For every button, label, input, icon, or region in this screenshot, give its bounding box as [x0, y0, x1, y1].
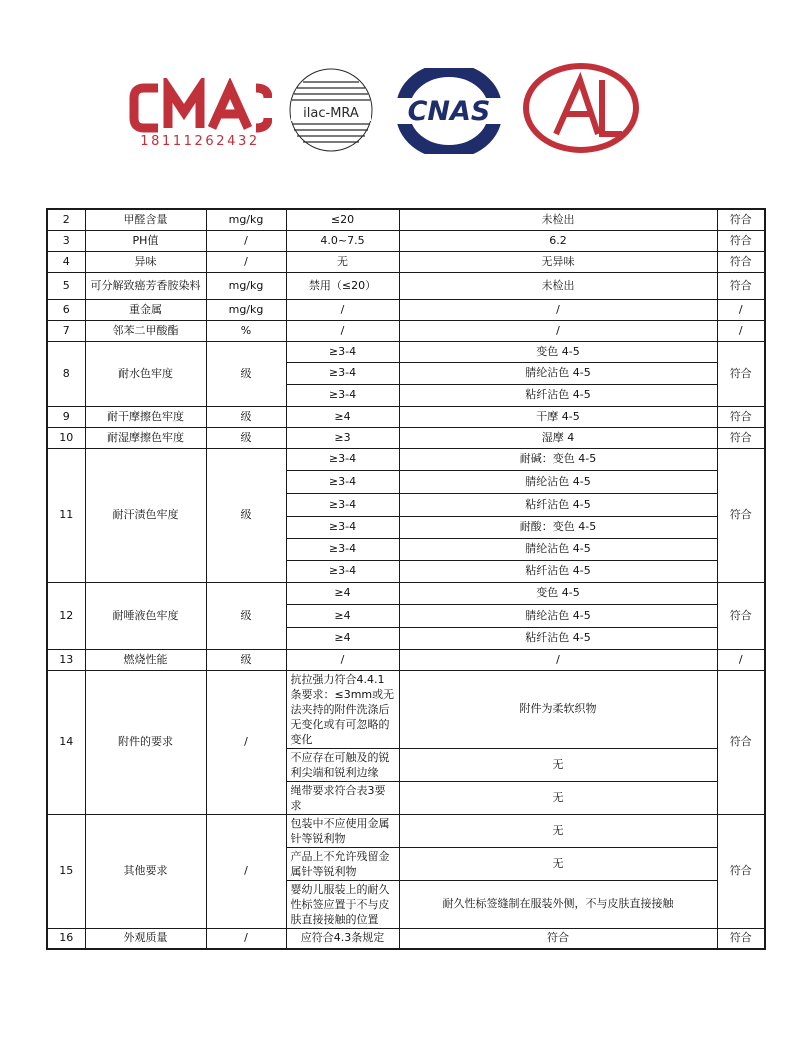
requirement: 婴幼儿服装上的耐久性标签应置于不与皮肤直接接触的位置 [286, 880, 399, 928]
table-row [47, 251, 765, 272]
test-result: 未检出 [399, 209, 717, 230]
table-row [47, 299, 765, 320]
table-body [47, 209, 765, 949]
requirement: ≥3-4 [286, 448, 399, 470]
requirement: ≥3-4 [286, 362, 399, 384]
requirement: 不应存在可触及的锐利尖端和锐利边缘 [286, 748, 399, 781]
requirement: 无 [286, 251, 399, 272]
test-item: 耐汗渍色牢度 [85, 448, 206, 582]
test-result: 无异味 [399, 251, 717, 272]
table-row [47, 814, 765, 847]
table-row [47, 928, 765, 949]
test-result: 变色 4-5 [399, 341, 717, 362]
verdict: / [717, 649, 765, 670]
verdict: 符合 [717, 928, 765, 949]
test-item: 耐湿摩擦色牢度 [85, 427, 206, 448]
requirement: / [286, 649, 399, 670]
test-result: 无 [399, 748, 717, 781]
verdict: 符合 [717, 209, 765, 230]
requirement: ≥3-4 [286, 384, 399, 406]
test-result: 腈纶沾色 4-5 [399, 470, 717, 493]
requirement: ≥4 [286, 406, 399, 427]
ilac-mra-logo [287, 66, 375, 154]
test-item: 邻苯二甲酸酯 [85, 320, 206, 341]
test-result: 耐酸：变色 4-5 [399, 516, 717, 538]
table-row [47, 427, 765, 448]
test-result: / [399, 320, 717, 341]
cnas-logo [389, 68, 509, 154]
test-result: 耐碱：变色 4-5 [399, 448, 717, 470]
unit: 级 [206, 649, 286, 670]
test-result: 无 [399, 847, 717, 880]
row-number: 2 [47, 209, 85, 230]
test-item: 其他要求 [85, 814, 206, 928]
test-result: 粘纤沾色 4-5 [399, 627, 717, 649]
verdict: 符合 [717, 670, 765, 814]
test-item: 燃烧性能 [85, 649, 206, 670]
requirement: ≥3-4 [286, 470, 399, 493]
cal-logo [522, 62, 640, 154]
unit: 级 [206, 341, 286, 406]
table-row [47, 406, 765, 427]
table-row [47, 209, 765, 230]
verdict: / [717, 299, 765, 320]
table-row [47, 341, 765, 362]
cma-number: 18111262432 [140, 134, 260, 149]
requirement: 包装中不应使用金属针等锐利物 [286, 814, 399, 847]
row-number: 14 [47, 670, 85, 814]
requirement: / [286, 299, 399, 320]
row-number: 12 [47, 582, 85, 649]
test-result: 无 [399, 781, 717, 814]
requirement: ≤20 [286, 209, 399, 230]
unit: 级 [206, 406, 286, 427]
table-row [47, 649, 765, 670]
requirement: ≥4 [286, 627, 399, 649]
test-result: 变色 4-5 [399, 582, 717, 604]
test-item: 耐水色牢度 [85, 341, 206, 406]
row-number: 8 [47, 341, 85, 406]
test-result: 腈纶沾色 4-5 [399, 538, 717, 560]
test-result: 6.2 [399, 230, 717, 251]
test-item: 可分解致癌芳香胺染料 [85, 272, 206, 299]
requirement: ≥3-4 [286, 538, 399, 560]
table-row [47, 320, 765, 341]
test-result: 符合 [399, 928, 717, 949]
requirement: 禁用（≤20） [286, 272, 399, 299]
unit: 级 [206, 582, 286, 649]
table-row [47, 230, 765, 251]
unit: / [206, 928, 286, 949]
requirement: ≥4 [286, 604, 399, 627]
verdict: 符合 [717, 406, 765, 427]
verdict: 符合 [717, 448, 765, 582]
verdict: / [717, 320, 765, 341]
test-result: 附件为柔软织物 [399, 670, 717, 748]
row-number: 6 [47, 299, 85, 320]
requirement: ≥3-4 [286, 560, 399, 582]
row-number: 9 [47, 406, 85, 427]
unit: mg/kg [206, 272, 286, 299]
test-result: 未检出 [399, 272, 717, 299]
requirement: 绳带要求符合表3要求 [286, 781, 399, 814]
cnas-text: CNAS [407, 96, 491, 127]
certification-logos [0, 0, 790, 200]
requirement: 4.0~7.5 [286, 230, 399, 251]
verdict: 符合 [717, 230, 765, 251]
test-item: 耐干摩擦色牢度 [85, 406, 206, 427]
row-number: 3 [47, 230, 85, 251]
unit: / [206, 230, 286, 251]
test-result: 粘纤沾色 4-5 [399, 384, 717, 406]
requirement: ≥3-4 [286, 341, 399, 362]
row-number: 5 [47, 272, 85, 299]
table-row [47, 272, 765, 299]
verdict: 符合 [717, 582, 765, 649]
verdict: 符合 [717, 814, 765, 928]
requirement: 应符合4.3条规定 [286, 928, 399, 949]
requirement: ≥4 [286, 582, 399, 604]
unit: / [206, 670, 286, 814]
unit: % [206, 320, 286, 341]
test-result: 腈纶沾色 4-5 [399, 604, 717, 627]
requirement: ≥3-4 [286, 516, 399, 538]
test-result: 粘纤沾色 4-5 [399, 560, 717, 582]
ilac-text: ilac-MRA [303, 106, 359, 121]
verdict: 符合 [717, 251, 765, 272]
test-item: 耐唾液色牢度 [85, 582, 206, 649]
test-result: 粘纤沾色 4-5 [399, 493, 717, 516]
test-item: 异味 [85, 251, 206, 272]
requirement: 抗拉强力符合4.4.1条要求：≤3mm或无法夹持的附件洗涤后无变化或有可忽略的变化 [286, 670, 399, 748]
row-number: 16 [47, 928, 85, 949]
row-number: 7 [47, 320, 85, 341]
test-result: 无 [399, 814, 717, 847]
unit: mg/kg [206, 209, 286, 230]
test-item: 重金属 [85, 299, 206, 320]
unit: mg/kg [206, 299, 286, 320]
row-number: 4 [47, 251, 85, 272]
table-row [47, 582, 765, 604]
table-row [47, 448, 765, 470]
unit: 级 [206, 448, 286, 582]
unit: 级 [206, 427, 286, 448]
row-number: 11 [47, 448, 85, 582]
verdict: 符合 [717, 427, 765, 448]
verdict: 符合 [717, 272, 765, 299]
row-number: 13 [47, 649, 85, 670]
test-result: / [399, 649, 717, 670]
test-results-table [46, 208, 766, 950]
requirement: 产品上不允许残留金属针等锐利物 [286, 847, 399, 880]
test-result: 干摩 4-5 [399, 406, 717, 427]
test-result: 湿摩 4 [399, 427, 717, 448]
test-item: 附件的要求 [85, 670, 206, 814]
table-row [47, 670, 765, 748]
requirement: ≥3 [286, 427, 399, 448]
test-item: PH值 [85, 230, 206, 251]
test-item: 甲醛含量 [85, 209, 206, 230]
requirement: / [286, 320, 399, 341]
test-item: 外观质量 [85, 928, 206, 949]
test-result: / [399, 299, 717, 320]
unit: / [206, 814, 286, 928]
requirement: ≥3-4 [286, 493, 399, 516]
test-result: 耐久性标签缝制在服装外侧，不与皮肤直接接触 [399, 880, 717, 928]
row-number: 15 [47, 814, 85, 928]
verdict: 符合 [717, 341, 765, 406]
row-number: 10 [47, 427, 85, 448]
test-result: 腈纶沾色 4-5 [399, 362, 717, 384]
unit: / [206, 251, 286, 272]
